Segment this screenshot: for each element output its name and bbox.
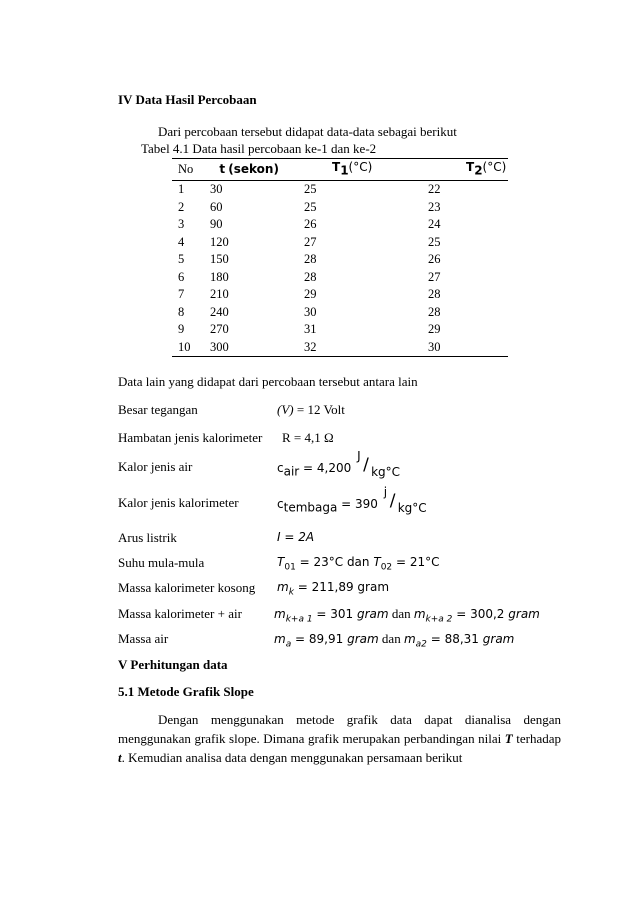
label-massa-kal-air: Massa kalorimeter + air: [118, 606, 242, 621]
table-row: [172, 251, 508, 269]
cell-t2: 24: [428, 217, 441, 231]
cell-t2: 28: [428, 287, 441, 301]
label-arus: Arus listrik: [118, 530, 177, 545]
table-row: [172, 339, 508, 357]
table-caption: Tabel 4.1 Data hasil percobaan ke-1 dan ke-2: [141, 141, 377, 156]
value-massa-kosong: $m_k = 211,89$ gram: [277, 580, 390, 598]
cell-t2: 27: [428, 269, 441, 284]
cell-no: 10: [172, 339, 210, 357]
section-4-title: IV Data Hasil Percobaan: [118, 92, 257, 107]
cell-t1: 25: [304, 182, 317, 196]
header-no: No: [172, 159, 210, 181]
table-row: [172, 181, 508, 199]
header-t1: $T_1(^\circ C)$: [304, 159, 428, 181]
data-table: [172, 158, 508, 357]
table-row: [172, 321, 508, 339]
table-row: [172, 286, 508, 304]
label-hambatan: Hambatan jenis kalorimeter: [118, 430, 263, 445]
value-massa-air: $m_a = 89,91$ gram dan $m_{a2} = 88,31$ gram: [274, 631, 515, 650]
label-massa-air: Massa air: [118, 631, 169, 646]
cell-t: 150: [210, 252, 229, 266]
cell-t: 90: [210, 217, 223, 231]
cell-t1: 30: [304, 304, 317, 319]
cell-t: 210: [210, 287, 229, 301]
label-suhu: Suhu mula-mula: [118, 555, 205, 570]
label-massa-kosong: Massa kalorimeter kosong: [118, 580, 256, 595]
cell-t1: 28: [304, 252, 317, 266]
cell-t2: 28: [428, 304, 441, 319]
cell-no: 5: [178, 252, 185, 266]
value-arus: I = 2A: [277, 530, 315, 544]
cell-no: 6: [178, 269, 185, 284]
cell-t: 270: [210, 322, 229, 336]
cell-no: 9: [178, 322, 185, 336]
label-kalor-kalorimeter: Kalor jenis kalorimeter: [118, 495, 239, 510]
cell-t2: 29: [428, 322, 441, 336]
section-5-paragraph: Dengan menggunakan metode grafik data dapat dianalisa dengan menggunakan grafik slope. Dimana grafik merupakan perbandingan nilai T terhadap t. Kemudian analisa data dengan menggunakan persamaan berikut: [118, 712, 561, 765]
table-row: [172, 304, 508, 322]
cell-t1: 31: [304, 322, 317, 336]
section-4-intro: Dari percobaan tersebut didapat data-data sebagai berikut: [158, 124, 457, 139]
header-t2: $T_2(^\circ C)$: [428, 159, 508, 181]
header-t: t (sekon): [210, 159, 304, 181]
cell-no: 1: [178, 182, 185, 196]
cell-t: 60: [210, 199, 223, 214]
table-row: [172, 269, 508, 287]
cell-t2: 26: [428, 252, 441, 266]
cell-no: 8: [178, 304, 185, 319]
cell-no: 2: [178, 199, 185, 214]
cell-no: 4: [178, 234, 185, 249]
table-row: [172, 199, 508, 217]
cell-t: 300: [210, 339, 304, 357]
value-kalor-kalorimeter: $c_{tembaga} = 390$ j / kg°C: [277, 485, 427, 515]
value-hambatan: R = 4,1 Ω: [282, 430, 334, 445]
other-data-intro: Data lain yang didapat dari percobaan tersebut antara lain: [118, 374, 418, 389]
cell-t1: 26: [304, 217, 317, 231]
cell-t1: 29: [304, 287, 317, 301]
cell-t2: 25: [428, 234, 441, 249]
cell-t1: 27: [304, 234, 317, 249]
cell-t2: 23: [428, 199, 441, 214]
cell-no: 7: [178, 287, 185, 301]
cell-t: 30: [210, 182, 223, 196]
table-header-row: [172, 159, 508, 181]
value-massa-kal-air: $m_{k+a 1} = 301$ gram dan $m_{k+a 2} = 300,2$ gram: [274, 606, 540, 625]
value-kalor-air: $c_{air} = 4,200$ J / kg°C: [277, 449, 401, 479]
label-kalor-air: Kalor jenis air: [118, 459, 193, 474]
cell-t: 120: [210, 234, 229, 249]
cell-t2: 30: [428, 339, 508, 357]
cell-t1: 25: [304, 199, 317, 214]
cell-t1: 28: [304, 269, 317, 284]
table-row: [172, 234, 508, 252]
section-5-title: V Perhitungan data: [118, 657, 228, 672]
cell-t1: 32: [304, 339, 428, 357]
cell-t: 180: [210, 269, 229, 284]
table-row: [172, 216, 508, 234]
value-tegangan: (V) = 12 Volt: [277, 402, 345, 417]
value-suhu: $T_{01} = 23^\circ C$ dan $T_{02} = 21^\circ C$: [277, 555, 440, 573]
cell-no: 3: [178, 217, 185, 231]
label-tegangan: Besar tegangan: [118, 402, 198, 417]
cell-t2: 22: [428, 182, 441, 196]
section-5-1-title: 5.1 Metode Grafik Slope: [118, 684, 254, 699]
cell-t: 240: [210, 304, 229, 319]
